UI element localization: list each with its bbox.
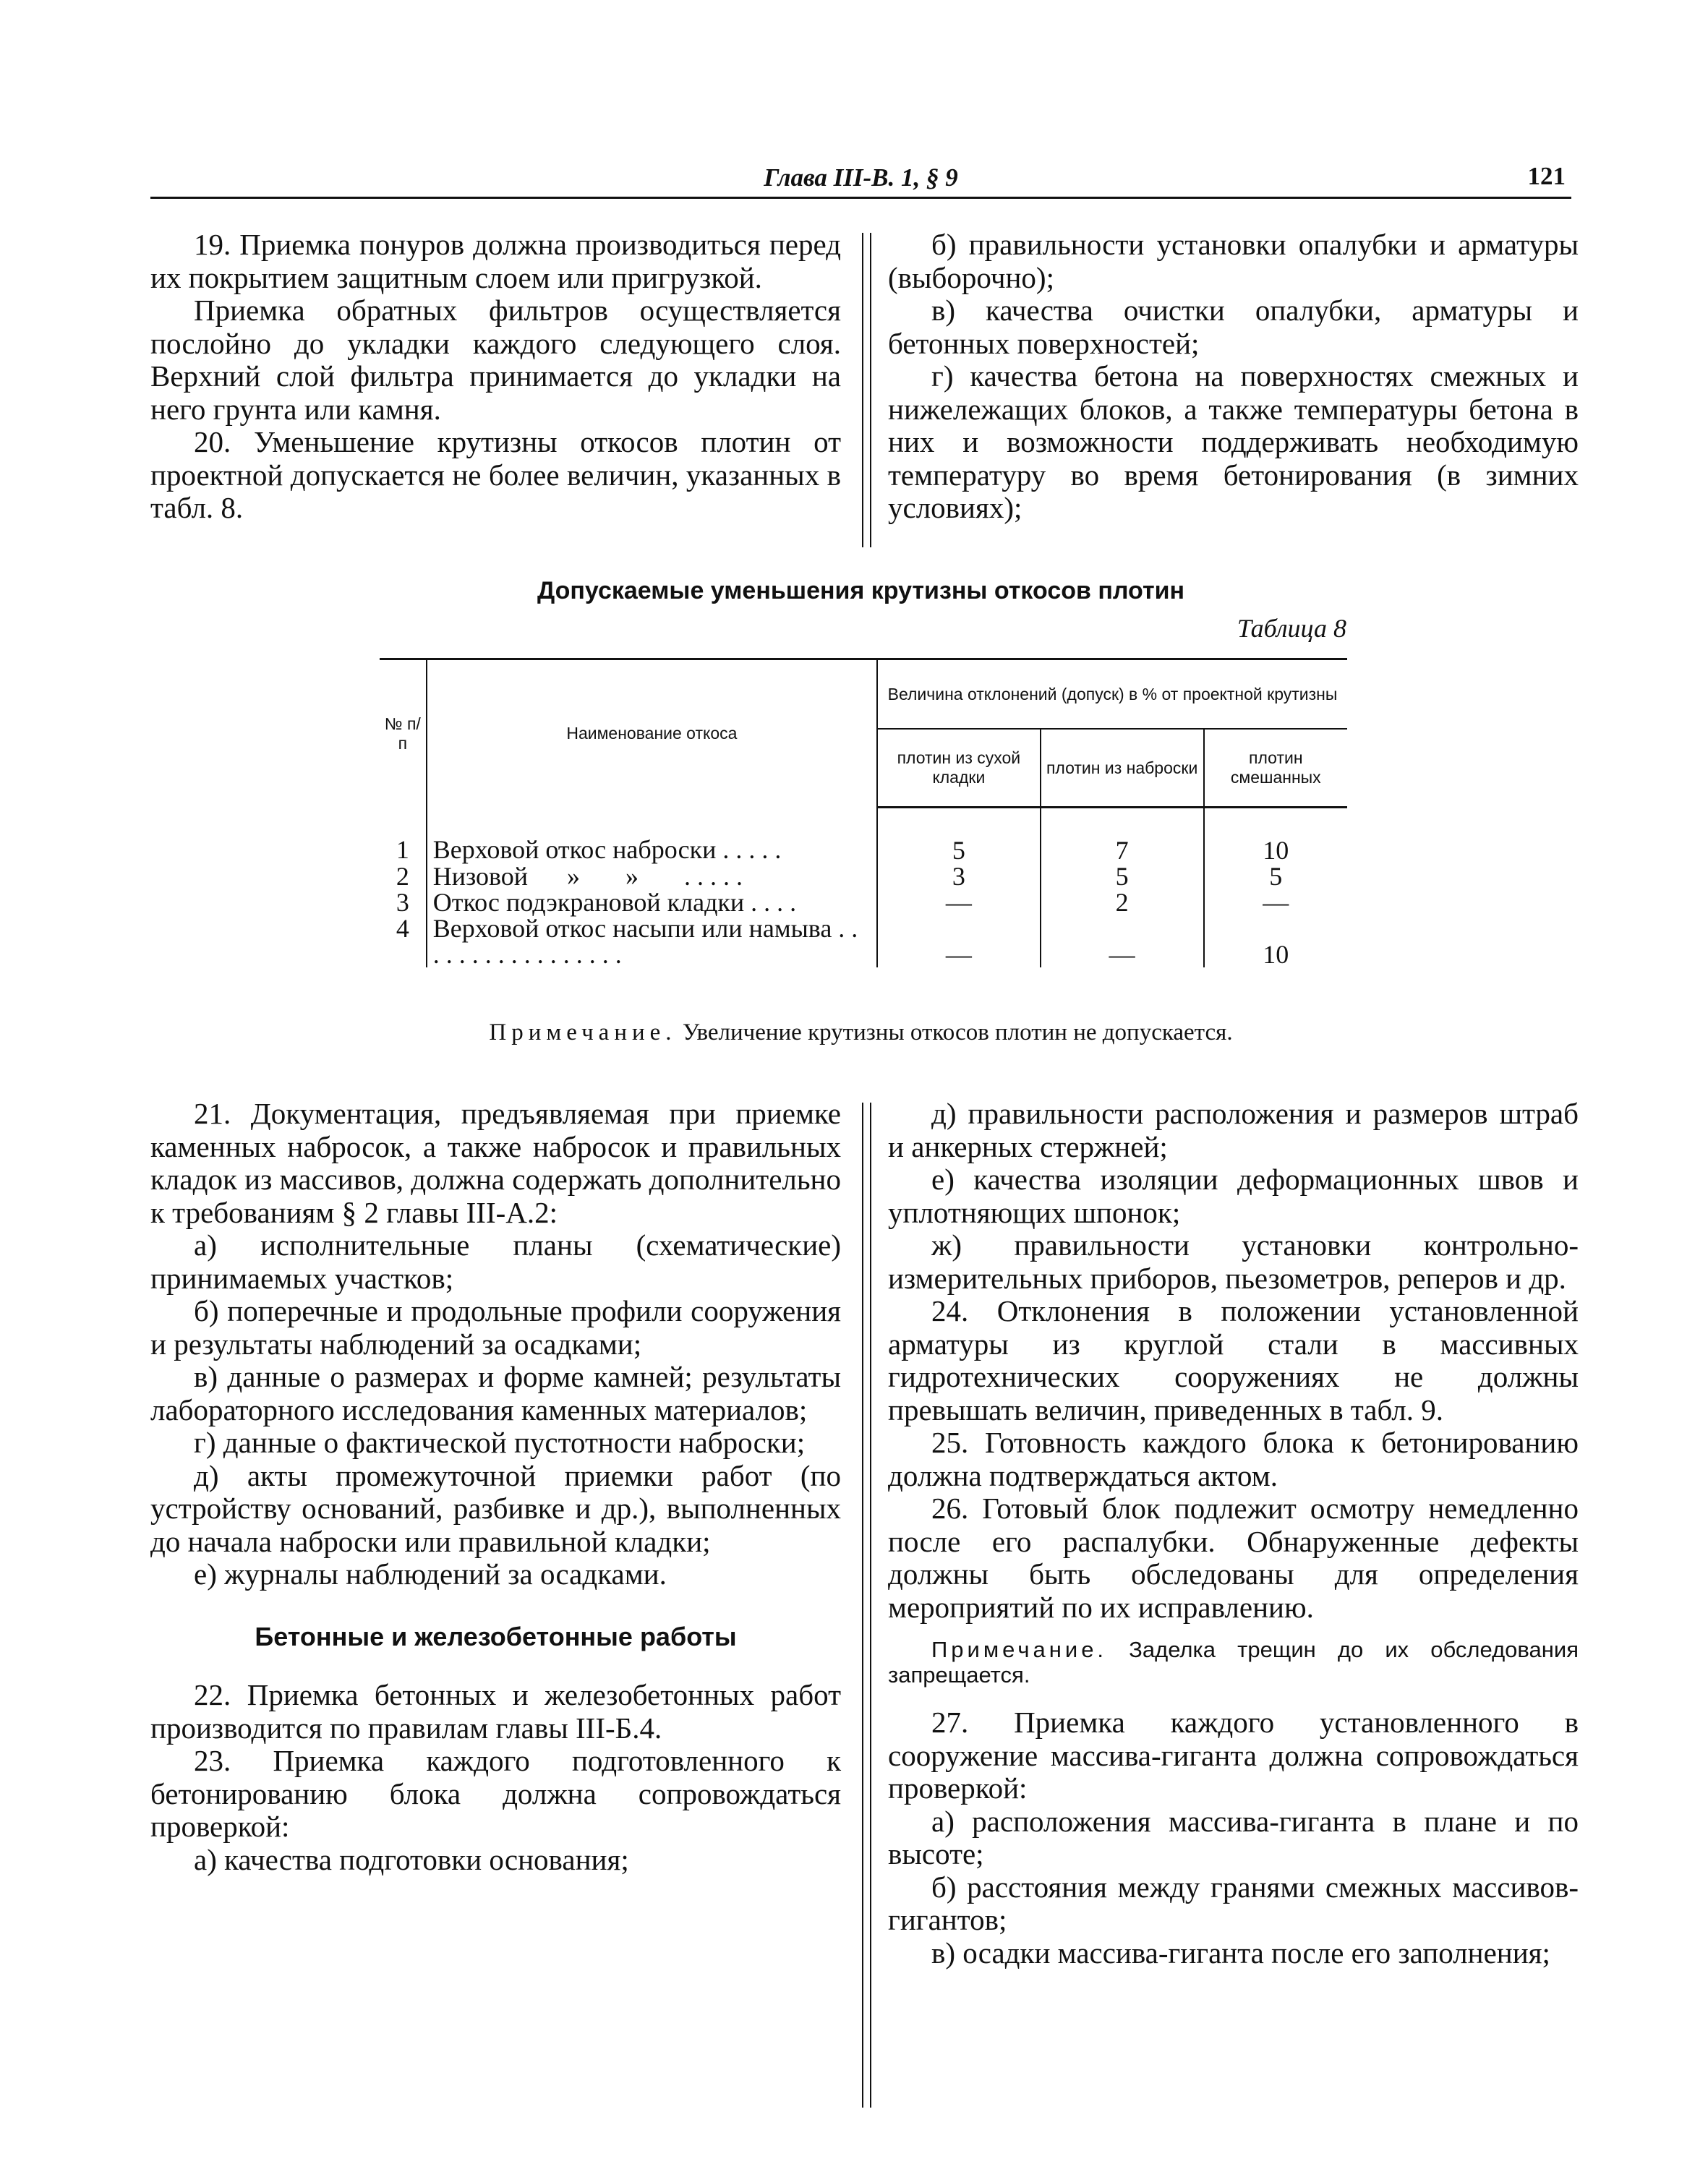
value-rockfill: — <box>1041 915 1204 967</box>
item-g: г) качества бетона на поверхностях смежных и нижележащих блоков, а также температуры бетона в них и возможности поддерживать необходимую температуру во время бетонирования (в зимних условиях); <box>888 359 1579 524</box>
column-top-left <box>150 228 841 525</box>
row-number: 1 <box>396 834 409 864</box>
slope-tolerance-table <box>380 658 1347 967</box>
table-row <box>380 808 1347 864</box>
paragraph-21: 21. Документация, предъявляемая при приемке каменных набросок, а также набросок и правильных кладок из массивов, должна содержать дополнительно к требованиям § 2 главы III-А.2: <box>150 1097 841 1229</box>
row-name: Низовой » » . . . . . <box>427 863 877 889</box>
table-note <box>150 1019 1571 1046</box>
header-name: Наименование откоса <box>427 659 877 808</box>
column-divider-bottom <box>862 1103 871 2108</box>
header-group: Величина отклонений (допуск) в % от проектной крутизны <box>877 659 1347 730</box>
value-mixed: 5 <box>1204 863 1347 889</box>
paragraph-25: 25. Готовность каждого блока к бетонированию должна подтверждаться актом. <box>888 1426 1579 1492</box>
note <box>888 1637 1579 1688</box>
table-row <box>380 915 1347 967</box>
running-title: Глава III-В. 1, § 9 <box>764 163 958 192</box>
row-name: Откос подэкрановой кладки . . . . <box>427 889 877 915</box>
table-row <box>380 863 1347 889</box>
paragraph-19: 19. Приемка понуров должна производиться перед их покрытием защитным слоем или пригрузкой. <box>150 228 841 294</box>
value-rockfill: 2 <box>1041 889 1204 915</box>
paragraph-20: 20. Уменьшение крутизны откосов плотин от проектной допускается не более величин, указанных в табл. 8. <box>150 425 841 524</box>
item-zh: ж) правильности установки контрольно-измерительных приборов, пьезометров, реперов и др. <box>888 1228 1579 1295</box>
item-d: д) акты промежуточной приемки работ (по устройству оснований, разбивке и др.), выполненных до начала наброски или правильной кладки; <box>150 1458 841 1558</box>
table-label: Таблица 8 <box>1237 614 1346 643</box>
value-mixed: 10 <box>1204 915 1347 967</box>
table-note-label: Примечание. <box>489 1019 677 1045</box>
item-a: а) исполнительные планы (схематические) принимаемых участков; <box>150 1228 841 1295</box>
paragraph-22: 22. Приемка бетонных и железобетонных работ производится по правилам главы III-Б.4. <box>150 1678 841 1745</box>
page-number: 121 <box>1527 162 1566 190</box>
row-number: 3 <box>396 888 409 917</box>
item-g: г) данные о фактической пустотности наброски; <box>194 1426 806 1459</box>
paragraph-24: 24. Отклонения в положении установленной арматуры из круглой стали в массивных гидротехнических сооружениях не должны превышать величин, приведенных в табл. 9. <box>888 1294 1579 1427</box>
paragraph-19-filters: Приемка обратных фильтров осуществляется послойно до укладки каждого следующего слоя. Верхний слой фильтра принимается до укладки на него грунта или камня. <box>150 294 841 426</box>
value-dry: 5 <box>877 808 1041 864</box>
header-mixed: плотин смешанных <box>1204 729 1347 808</box>
table-title: Допускаемые уменьшения крутизны откосов плотин <box>537 577 1185 604</box>
item-a-foundation: а) качества подготовки основания; <box>194 1842 629 1876</box>
item-b: б) поперечные и продольные профили сооружения и результаты наблюдений за осадками; <box>150 1294 841 1361</box>
item-d: д) правильности расположения и размеров штраб и анкерных стержней; <box>888 1097 1579 1163</box>
column-divider-top <box>862 233 871 547</box>
item-b: б) правильности установки опалубки и арматуры (выборочно); <box>888 228 1579 294</box>
note-label: Примечание. <box>931 1637 1108 1662</box>
paragraph-23: 23. Приемка каждого подготовленного к бетонированию блока должна сопровождаться проверкой: <box>150 1744 841 1843</box>
item-v: в) данные о размерах и форме камней; результаты лабораторного исследования каменных материалов; <box>150 1360 841 1427</box>
item-b: б) расстояния между гранями смежных массивов-гигантов; <box>888 1870 1579 1936</box>
value-dry: — <box>877 915 1041 967</box>
column-bottom-right <box>888 1098 1579 1969</box>
header-rockfill: плотин из наброски <box>1041 729 1204 808</box>
value-dry: — <box>877 889 1041 915</box>
column-bottom-left <box>150 1098 841 1876</box>
row-name: Верховой откос наброски . . . . . <box>427 808 877 864</box>
value-rockfill: 5 <box>1041 863 1204 889</box>
item-e: е) качества изоляции деформационных швов и уплотняющих шпонок; <box>888 1163 1579 1229</box>
row-number: 2 <box>396 862 409 891</box>
table-row <box>380 889 1347 915</box>
column-top-right <box>888 228 1579 525</box>
paragraph-27: 27. Приемка каждого установленного в сооружение массива-гиганта должна сопровождаться проверкой: <box>888 1706 1579 1805</box>
section-heading: Бетонные и железобетонные работы <box>255 1621 737 1651</box>
paragraph-26: 26. Готовый блок подлежит осмотру немедленно после его распалубки. Обнаруженные дефекты должны быть обследованы для определения мероприятий по их исправлению. <box>888 1492 1579 1624</box>
item-v: в) осадки массива-гиганта после его заполнения; <box>931 1936 1550 1969</box>
note-text: Заделка трещин до их обследования запрещается. <box>888 1637 1579 1688</box>
row-number: 4 <box>396 914 409 943</box>
header-dry-masonry: плотин из сухой кладки <box>877 729 1041 808</box>
item-a: а) расположения массива-гиганта в плане и по высоте; <box>888 1804 1579 1870</box>
item-v: в) качества очистки опалубки, арматуры и бетонных поверхностей; <box>888 294 1579 360</box>
value-mixed: — <box>1204 889 1347 915</box>
page-header <box>150 161 1571 199</box>
value-dry: 3 <box>877 863 1041 889</box>
value-rockfill: 7 <box>1041 808 1204 864</box>
header-no: № п/п <box>380 659 427 808</box>
row-name: Верховой откос насыпи или намыва . . . . . . . . . . . . . . . . . <box>427 915 877 967</box>
value-mixed: 10 <box>1204 808 1347 864</box>
item-e: е) журналы наблюдений за осадками. <box>194 1557 667 1591</box>
table-note-text: Увеличение крутизны откосов плотин не допускается. <box>676 1019 1233 1045</box>
